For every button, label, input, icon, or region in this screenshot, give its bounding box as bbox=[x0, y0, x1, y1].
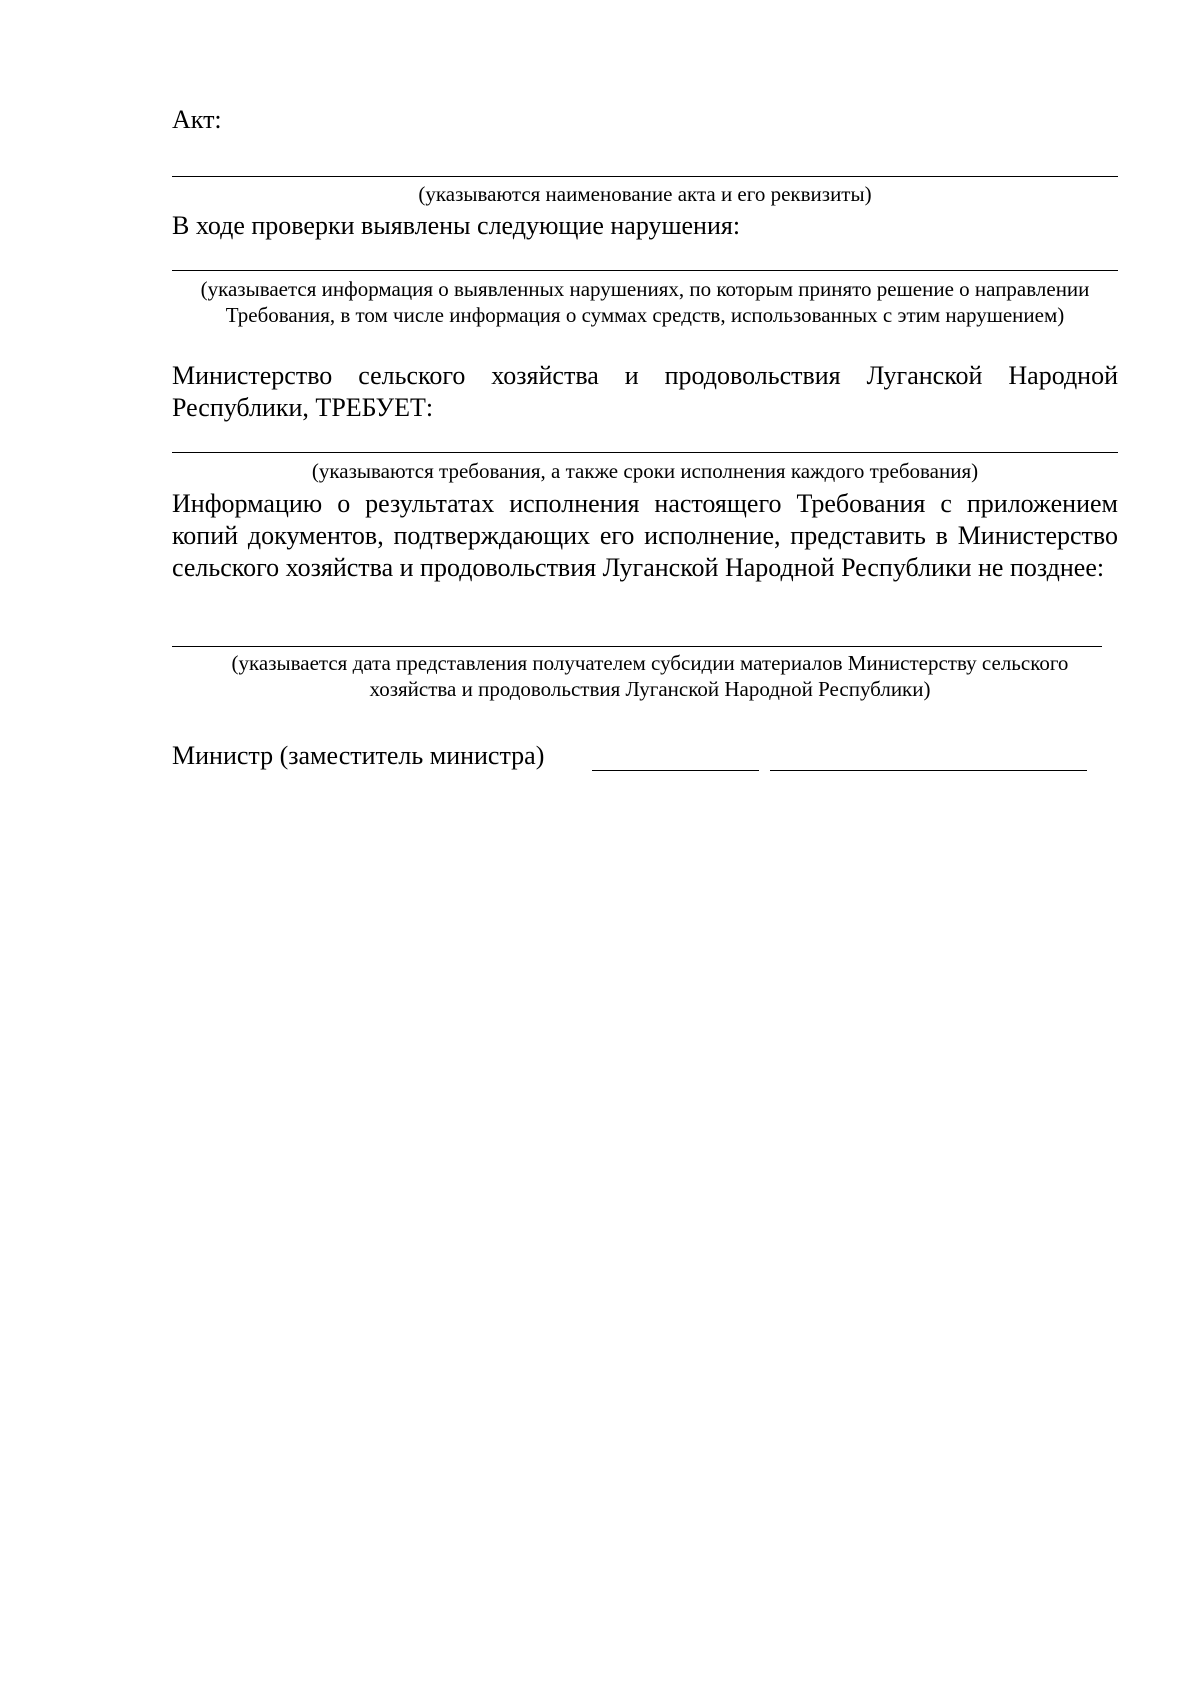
demand-fill-line bbox=[172, 452, 1118, 453]
act-fill-line bbox=[172, 176, 1118, 177]
info-paragraph: Информацию о результатах исполнения настоящего Требования с приложением копий документов, подтверждающих его исполнение, представить в Министерство сельского хозяйства и продовольствия Луганской Народной Республики не позднее: bbox=[172, 489, 1118, 582]
violations-caption: (указывается информация о выявленных нарушениях, по которым принято решение о направлении Требования, в том числе информация о суммах средств, использованных с этим нарушением) bbox=[200, 277, 1090, 327]
deadline-caption: (указывается дата представления получателем субсидии материалов Министерству сельского хозяйства и продовольствия Луганской Народной Республики) bbox=[231, 651, 1069, 701]
name-field-line bbox=[770, 770, 1087, 771]
violations-heading: В ходе проверки выявлены следующие нарушения: bbox=[172, 211, 741, 240]
signature-label: Министр (заместитель министра) bbox=[172, 741, 545, 770]
signature-field-line bbox=[592, 770, 759, 771]
deadline-fill-line bbox=[172, 646, 1102, 647]
demand-paragraph: Министерство сельского хозяйства и продовольствия Луганской Народной Республики, ТРЕБУЕТ: bbox=[172, 361, 1118, 422]
demand-caption: (указываются требования, а также сроки исполнения каждого требования) bbox=[311, 459, 979, 483]
act-label: Акт: bbox=[172, 105, 222, 134]
act-caption: (указываются наименование акта и его реквизиты) bbox=[418, 182, 872, 206]
violations-fill-line bbox=[172, 270, 1118, 271]
